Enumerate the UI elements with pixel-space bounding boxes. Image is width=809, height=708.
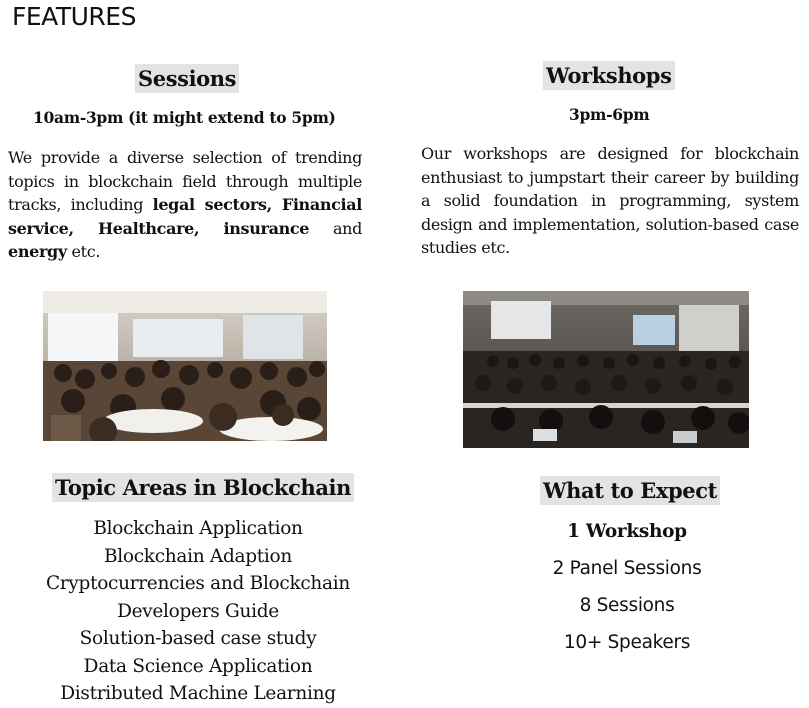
list-item: Solution-based case study <box>79 628 317 649</box>
topic-areas-heading: Topic Areas in Blockchain <box>52 473 354 502</box>
list-item: 1 Workshop <box>567 521 687 542</box>
list-item: Cryptocurrencies and Blockchain <box>45 573 351 594</box>
list-item: Developers Guide <box>117 600 279 622</box>
sessions-description <box>8 146 362 264</box>
list-item: Data Science Application <box>83 655 313 677</box>
sessions-desc-bold-2: energy <box>8 242 67 261</box>
sessions-desc-text: We provide a diverse selection of trending topics in blockchain field through multiple tracks, including <box>8 148 362 214</box>
what-to-expect-list <box>477 521 777 669</box>
conference-banquet-photo-art <box>43 291 327 441</box>
lecture-hall-photo-art <box>463 291 749 448</box>
list-item: 8 Sessions <box>579 595 675 616</box>
sessions-desc-text-2: and <box>309 218 362 238</box>
sessions-desc-bold: legal sectors, Financial service, Healthcare, insurance <box>8 195 362 238</box>
list-item: Blockchain Adaption <box>103 545 293 567</box>
topic-areas-list <box>8 515 388 708</box>
list-item: Distributed Machine Learning <box>60 683 336 704</box>
sessions-desc-text-3: etc. <box>66 242 101 261</box>
list-item: 10+ Speakers <box>563 632 691 653</box>
lecture-hall-photo <box>463 291 749 448</box>
workshops-time: 3pm-6pm <box>569 105 650 124</box>
page-title: FEATURES <box>12 2 136 31</box>
sessions-heading: Sessions <box>135 64 239 93</box>
list-item: 2 Panel Sessions <box>552 558 702 579</box>
list-item: Blockchain Application <box>93 518 303 539</box>
workshops-heading: Workshops <box>543 61 675 90</box>
conference-banquet-photo <box>43 291 327 441</box>
sessions-time: 10am-3pm (it might extend to 5pm) <box>33 108 336 127</box>
what-to-expect-heading: What to Expect <box>540 476 720 505</box>
workshops-description: Our workshops are designed for blockchain enthusiast to jumpstart their career by building a solid foundation in programming, system design and implementation, solution-based case studies etc. <box>421 144 799 257</box>
